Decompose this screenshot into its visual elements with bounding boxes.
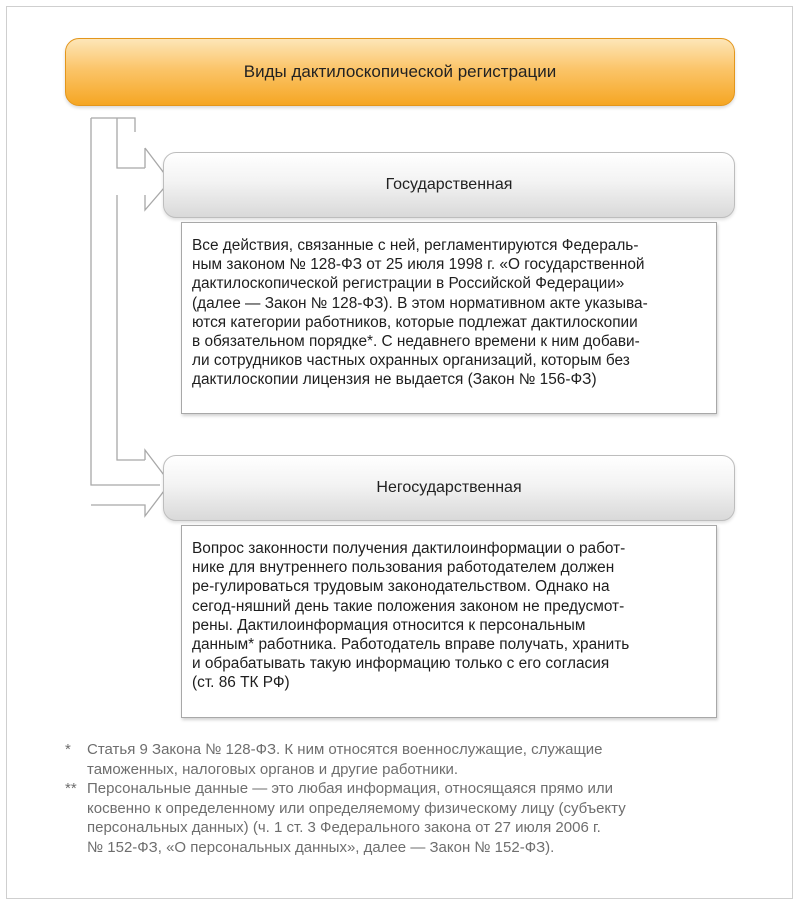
section-text-nonstate: [181, 525, 717, 718]
section-title-nonstate-label: Негосударственная: [376, 479, 522, 496]
section-title-state: [163, 152, 735, 218]
connector-outline: [91, 118, 170, 516]
footnote-mark: *: [65, 741, 71, 758]
footnote-text: Статья 9 Закона № 128-ФЗ. К ним относятся военнослужащие, служащие таможенных, налоговых органов и другие работники.: [87, 741, 603, 778]
section-title-nonstate: [163, 455, 735, 521]
footnote-item: [65, 779, 745, 857]
section-title-state-label: Государственная: [385, 176, 513, 193]
footnote-mark: **: [65, 780, 77, 797]
footnote-item: [65, 740, 745, 779]
header-title: Виды дактилоскопической регистрации: [243, 62, 557, 81]
footnote-text: Персональные данные — это любая информация, относящаяся прямо или косвенно к определенному или определяемому физическому лицу (субъекту персональных данных) (ч. 1 ст. 3 Федерального закона от 27 июля 2006 г. № 152-ФЗ, «О персональных данных», далее — Закон № 152-ФЗ).: [87, 780, 626, 856]
section-text-nonstate-body: Вопрос законности получения дактилоинформации о работ- нике для внутреннего пользования работодателем должен ре-гулироваться трудовым законодательством. Однако на сегод-няшний день такие положения законом не предусмот- рены. Дактилоинформация относится к персональным данным* работника. Работодатель вправе получать, хранить и обрабатывать такую информацию только с его согласия (ст. 86 ТК РФ): [192, 540, 630, 692]
section-text-state-body: Все действия, связанные с ней, регламентируются Федераль- ным законом № 128-ФЗ от 25 июля 1998 г. «О государственной дактилоскопической регистрации в Российской Федерации» (далее — Закон № 128-ФЗ). В этом нормативном акте указыва- ются категории работников, которые подлежат дактилоскопии в обязательном порядке*. С недавнего времени к ним добави- ли сотрудников частных охранных организаций, которым без дактилоскопии лицензия не выдается (Закон № 156-ФЗ): [192, 237, 648, 389]
footnotes: [65, 740, 745, 857]
section-text-state: [181, 222, 717, 414]
